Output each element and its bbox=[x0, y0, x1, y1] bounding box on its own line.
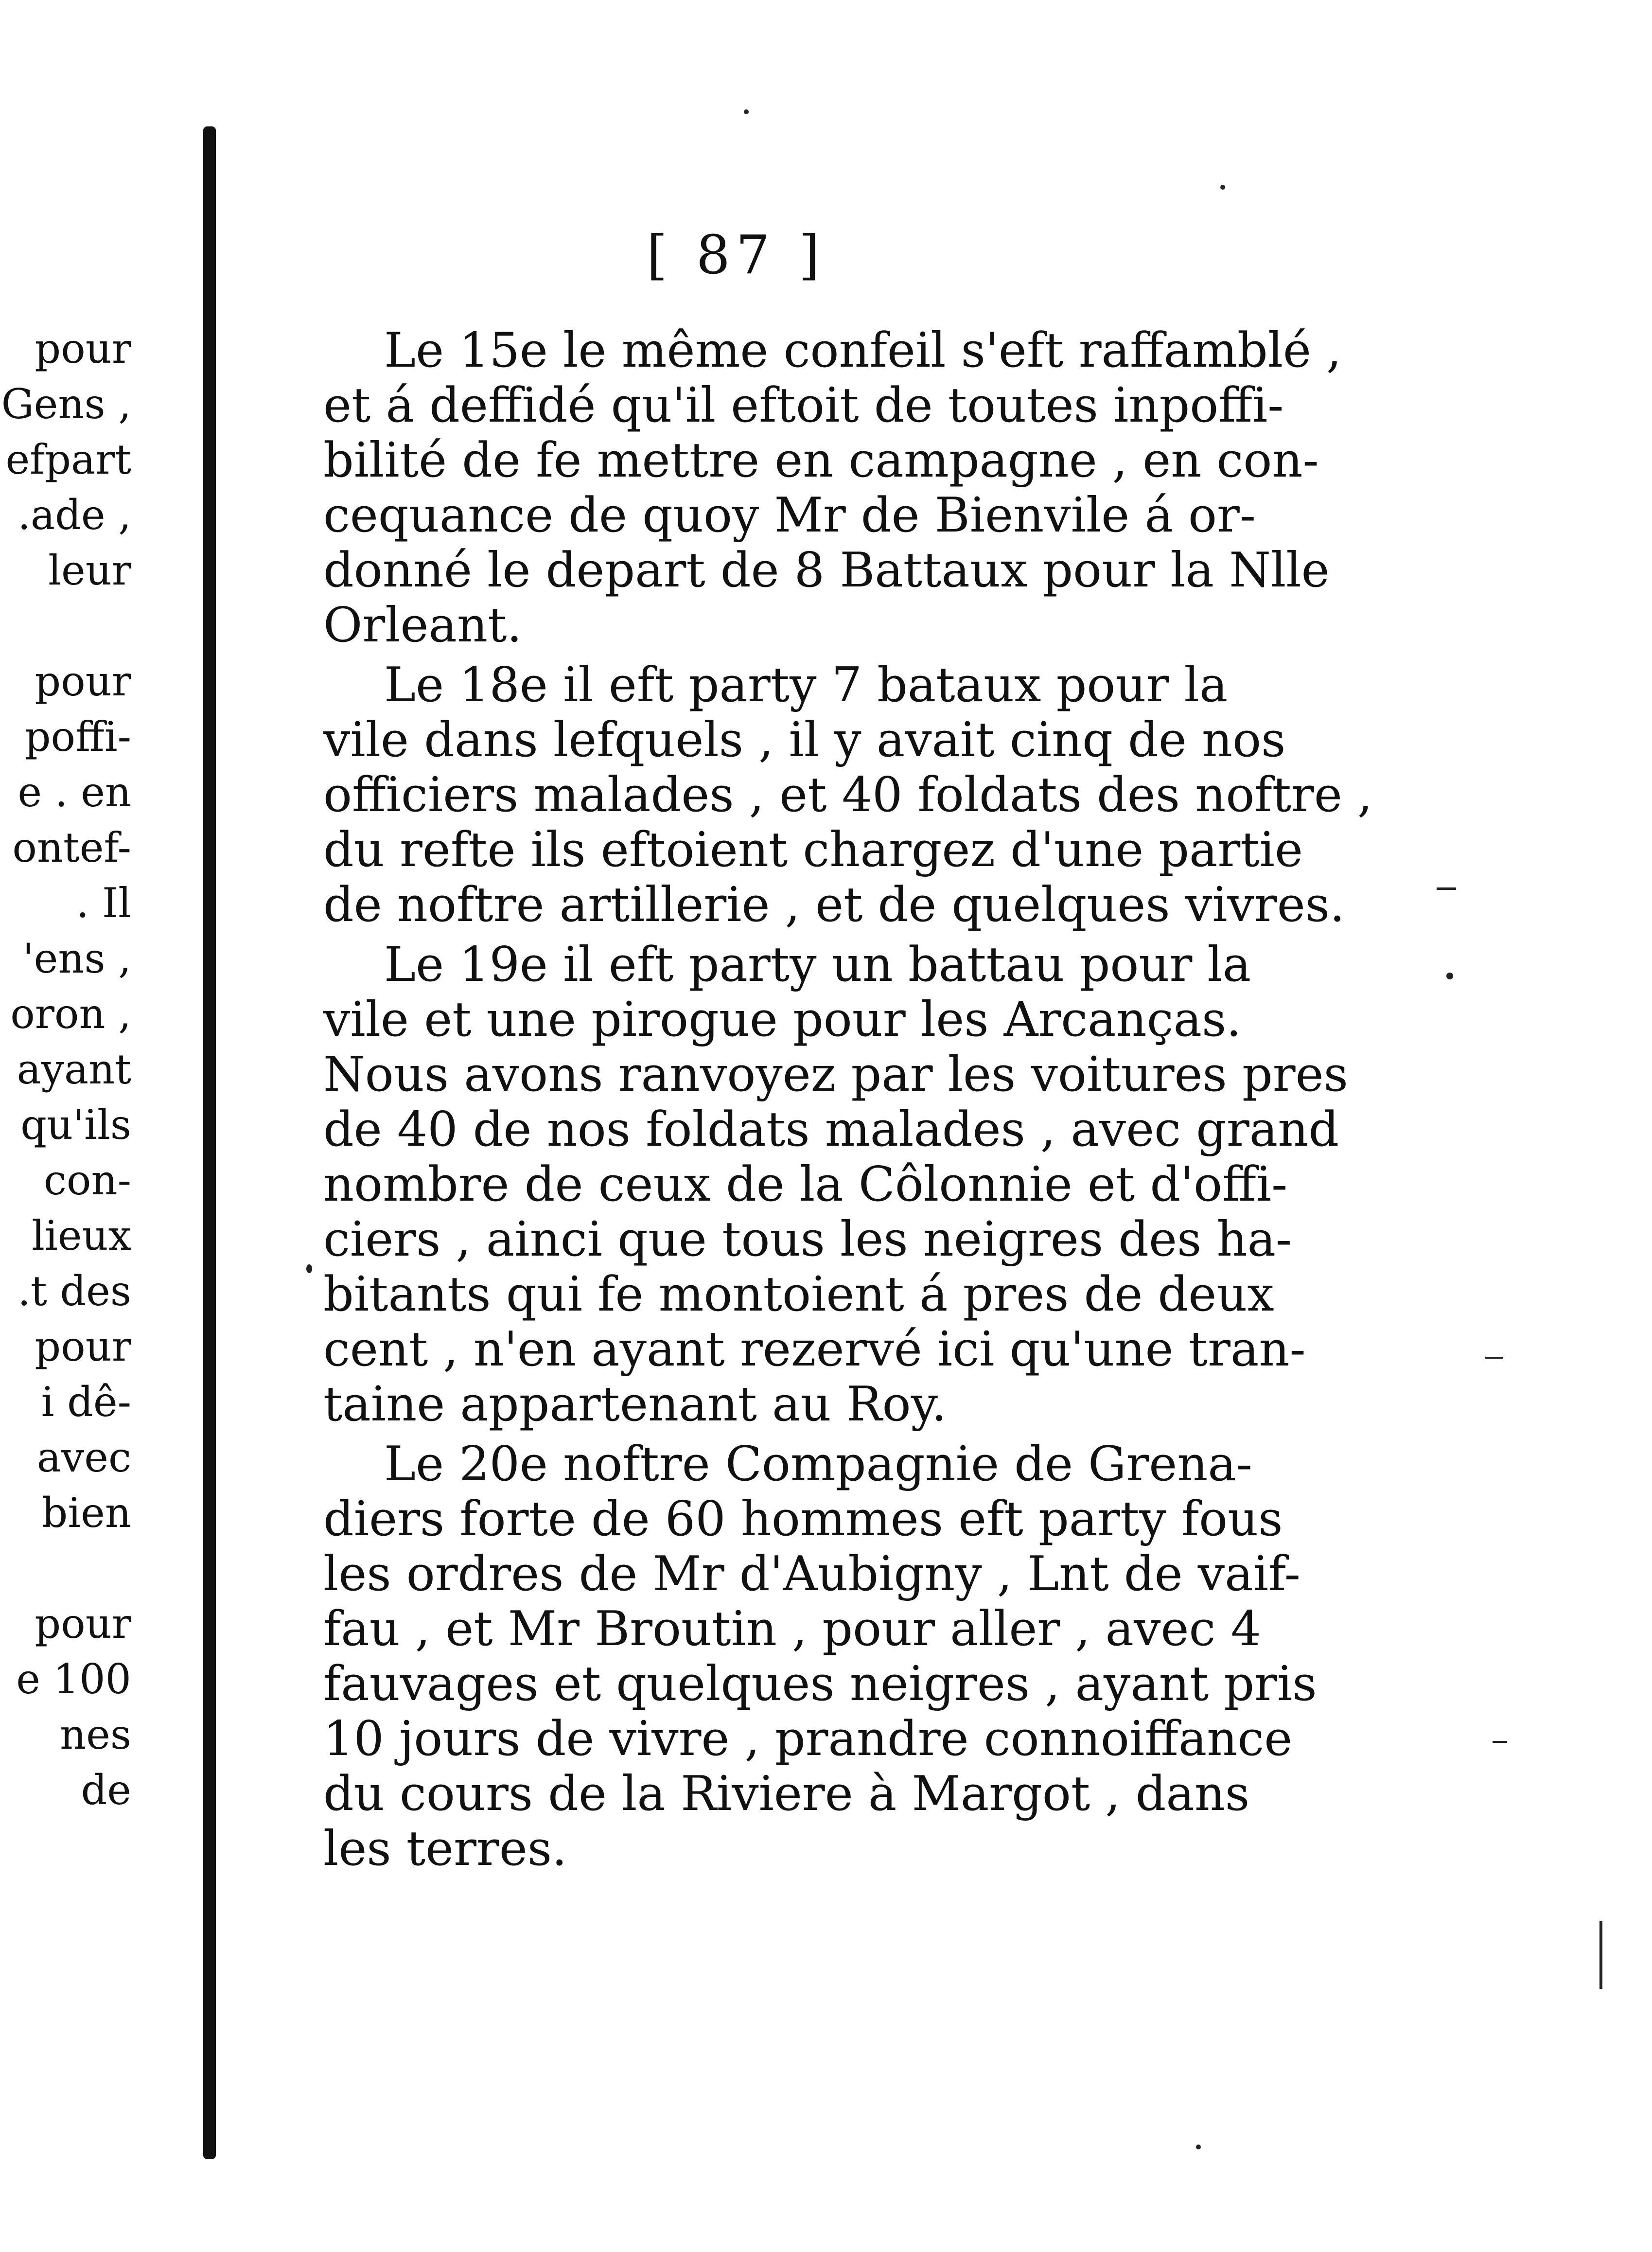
text-line: Le 18e il eft party 7 bataux pour la bbox=[384, 657, 1228, 713]
text-line: les ordres de Mr d'Aubigny , Lnt de vaif- bbox=[323, 1546, 1301, 1602]
bleed-fragment: e 100 bbox=[16, 1655, 131, 1703]
text-line: Orleant. bbox=[323, 598, 522, 653]
bleed-fragment: ayant bbox=[17, 1046, 131, 1093]
text-line: fauvages et quelques neigres , ayant pris bbox=[323, 1656, 1317, 1712]
bleed-fragment: poffi- bbox=[24, 713, 131, 761]
paragraph bbox=[323, 937, 1348, 1432]
text-line: et á deffidé qu'il eftoit de toutes inpoffi- bbox=[323, 378, 1284, 433]
text-line: bitants qui fe montoient á pres de deux bbox=[323, 1267, 1274, 1322]
bleed-fragment: e . en bbox=[18, 768, 131, 816]
bleed-fragment: qu'ils bbox=[20, 1101, 131, 1149]
bleed-fragment: ontef- bbox=[12, 824, 131, 871]
text-line: nombre de ceux de la Côlonnie et d'offi- bbox=[323, 1157, 1288, 1212]
text-line: cequance de quoy Mr de Bienvile á or- bbox=[323, 488, 1256, 543]
text-line: taine appartenant au Roy. bbox=[323, 1377, 947, 1432]
bleed-fragment: pour bbox=[35, 1600, 131, 1648]
bleed-fragment bbox=[0, 1541, 131, 1596]
bleed-fragment: 'ens , bbox=[22, 935, 131, 982]
page-number: [ 87 ] bbox=[647, 224, 826, 286]
text-line: cent , n'en ayant rezervé ici qu'une tran- bbox=[323, 1322, 1306, 1377]
bleed-fragment: Gens , bbox=[1, 380, 131, 428]
text-line: du refte ils eftoient chargez d'une partie bbox=[323, 822, 1303, 878]
paragraph bbox=[323, 1436, 1317, 1877]
facing-page-bleed bbox=[0, 321, 131, 1818]
bleed-fragment: .t des bbox=[18, 1267, 131, 1315]
bleed-fragment: .ade , bbox=[18, 491, 131, 539]
bleed-fragment: i dê- bbox=[41, 1378, 131, 1426]
text-line: Le 20e noftre Compagnie de Grena- bbox=[384, 1436, 1252, 1492]
text-line: fau , et Mr Broutin , pour aller , avec 4 bbox=[323, 1601, 1261, 1657]
bleed-fragment: lieux bbox=[32, 1212, 131, 1259]
text-line: les terres. bbox=[323, 1821, 567, 1877]
text-line: de noftre artillerie , et de quelques vivres. bbox=[323, 877, 1345, 933]
text-line: vile et une pirogue pour les Arcanças. bbox=[323, 992, 1242, 1047]
text-line: vile dans lefquels , il y avait cinq de nos bbox=[323, 712, 1286, 768]
paragraph bbox=[323, 323, 1342, 653]
bleed-fragment: bien bbox=[41, 1489, 131, 1537]
text-line: bilité de fe mettre en campagne , en con- bbox=[323, 433, 1319, 488]
text-line: Le 19e il eft party un battau pour la bbox=[384, 937, 1251, 993]
text-line: officiers malades , et 40 foldats des noftre , bbox=[323, 767, 1373, 823]
text-line: ciers , ainci que tous les neigres des ha- bbox=[323, 1212, 1292, 1267]
bleed-fragment: nes de bbox=[60, 1711, 131, 1814]
bleed-fragment: oron , bbox=[10, 990, 131, 1038]
page-body bbox=[323, 323, 1373, 1881]
text-line: Nous avons ranvoyez par les voitures pres bbox=[323, 1047, 1348, 1102]
bleed-fragment: pour bbox=[35, 1323, 131, 1370]
text-line: du cours de la Riviere à Margot , dans bbox=[323, 1766, 1250, 1822]
bleed-fragment bbox=[0, 598, 131, 654]
text-line: diers forte de 60 hommes eft party fous bbox=[323, 1491, 1283, 1547]
bleed-fragment: avec bbox=[36, 1434, 131, 1481]
bleed-fragment: leur bbox=[48, 547, 131, 594]
bleed-fragment: con- bbox=[43, 1156, 131, 1204]
bleed-fragment: . Il bbox=[76, 879, 131, 927]
text-line: Le 15e le même confeil s'eft raffamblé , bbox=[384, 323, 1342, 378]
book-spine-shadow bbox=[203, 126, 216, 2159]
bleed-fragment: pour bbox=[35, 657, 131, 705]
bleed-fragment: efpart bbox=[5, 436, 131, 483]
bleed-fragment: pour bbox=[35, 325, 131, 372]
text-line: 10 jours de vivre , prandre connoiffance bbox=[323, 1711, 1293, 1767]
text-line: donné le depart de 8 Battaux pour la Nlle bbox=[323, 543, 1330, 598]
text-line: de 40 de nos foldats malades , avec grand bbox=[323, 1102, 1339, 1157]
paragraph bbox=[323, 657, 1373, 933]
